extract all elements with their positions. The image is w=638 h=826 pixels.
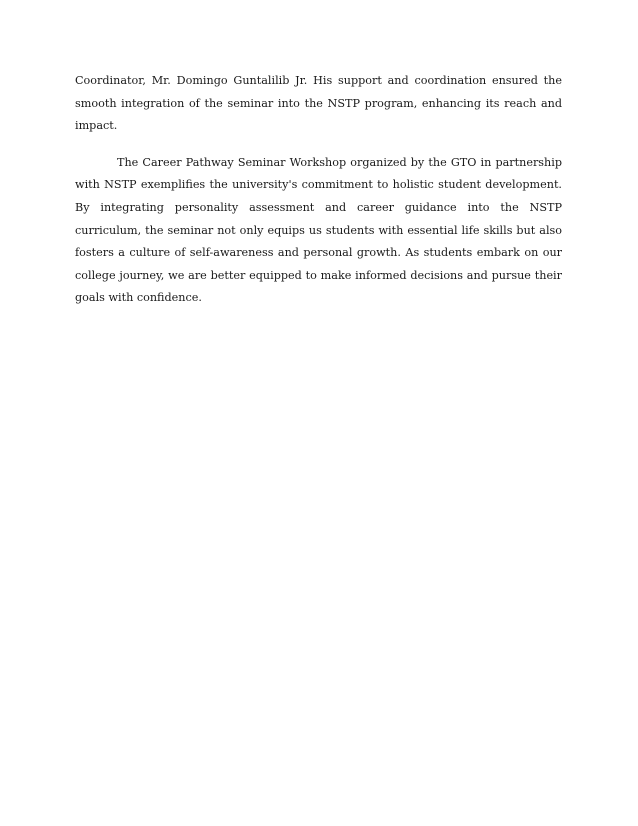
- document-body: [75, 70, 562, 310]
- paragraph-continuation: Coordinator, Mr. Domingo Guntalilib Jr. His support and coordination ensured the smooth integration of the seminar into the NSTP program, enhancing its reach and impact.: [75, 74, 562, 133]
- paragraph-conclusion: The Career Pathway Seminar Workshop organized by the GTO in partnership with NSTP exemplifies the university's commitment to holistic student development. By integrating personality assessment and career guidance into the NSTP curriculum, the seminar not only equips us students with essential life skills but also fosters a culture of self-awareness and personal growth. As students embark on our college journey, we are better equipped to make informed decisions and pursue their goals with confidence.: [75, 155, 562, 305]
